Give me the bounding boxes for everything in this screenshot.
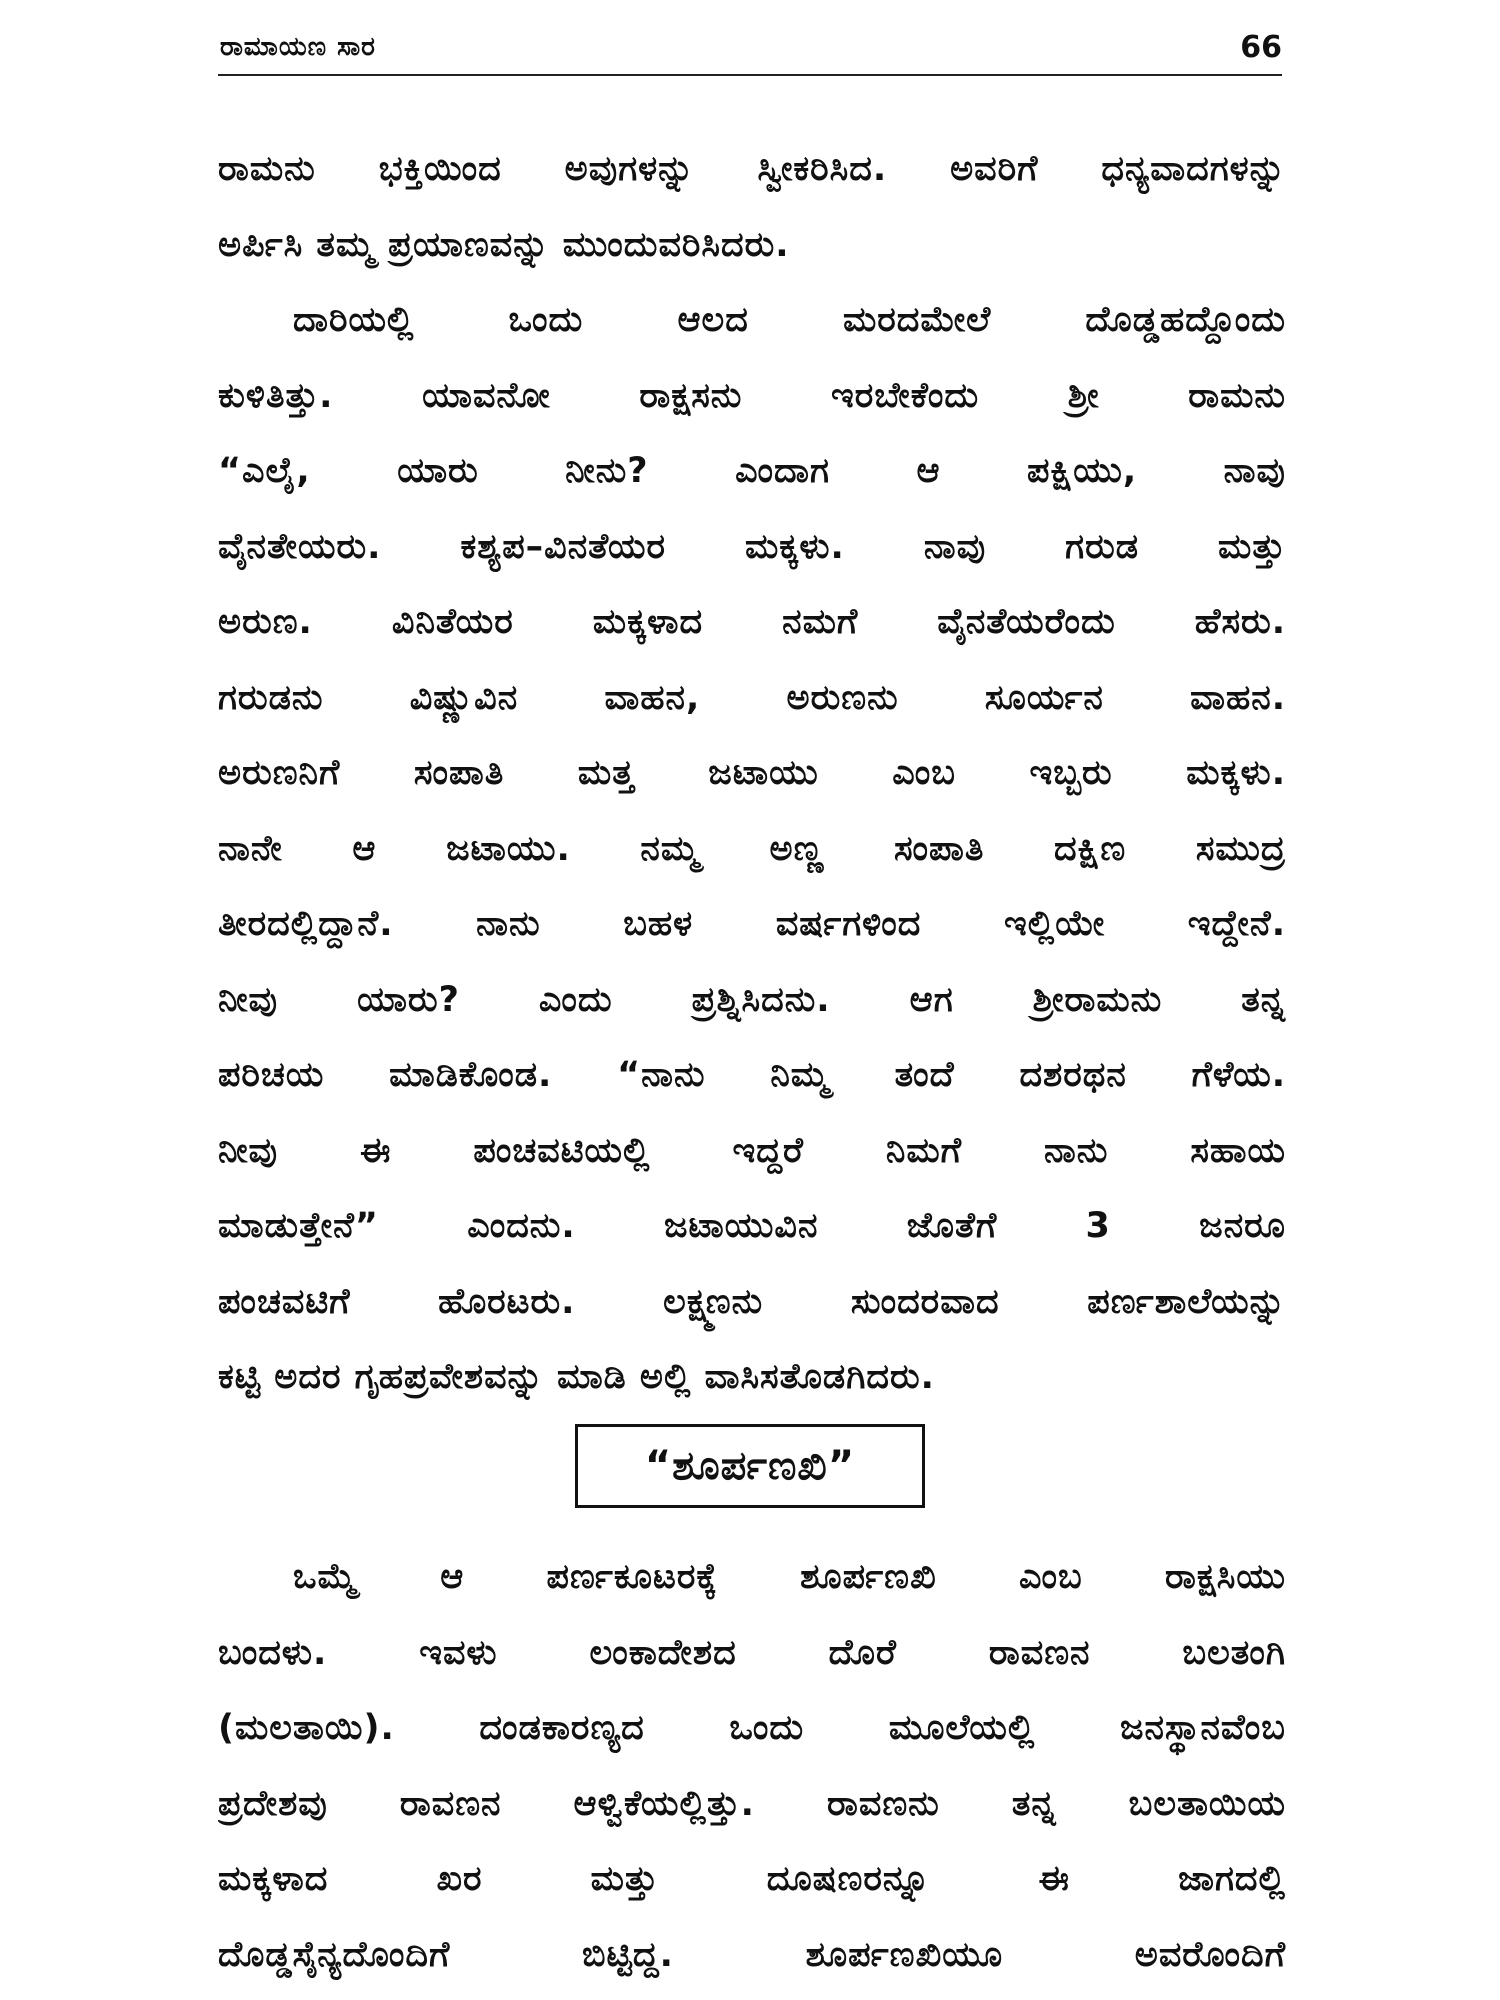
running-header — [218, 30, 1282, 76]
text-line: ಕುಳಿತಿತ್ತು. ಯಾವನೋ ರಾಕ್ಷಸನು ಇರಬೇಕೆಂದು ಶ್ರೀ ರಾಮನು — [218, 375, 1286, 416]
text-line: ಅರುಣ. ವಿನಿತೆಯರ ಮಕ್ಕಳಾದ ನಮಗೆ ವೈನತೆಯರೆಂದು ಹೆಸರು. — [218, 602, 1286, 642]
paragraph-jatayu — [218, 283, 1286, 1416]
running-title: ರಾಮಾಯಣ ಸಾರ — [220, 32, 376, 62]
text-line: ರಾಮನು ಭಕ್ತಿಯಿಂದ ಅವುಗಳನ್ನು ಸ್ವೀಕರಿಸಿದ. ಅವರಿಗೆ ಧನ್ಯವಾದಗಳನ್ನು — [218, 149, 1286, 189]
text-line: ಅರುಣನಿಗೆ ಸಂಪಾತಿ ಮತ್ತ ಜಟಾಯು ಎಂಬ ಇಬ್ಬರು ಮಕ್ಕಳು. — [218, 753, 1286, 793]
paragraph-shurpanakha — [218, 1540, 1286, 1993]
text-line: ಮಾಡುತ್ತೇನೆ” ಎಂದನು. ಜಟಾಯುವಿನ ಜೊತೆಗೆ 3 ಜನರೂ — [218, 1206, 1286, 1246]
section-title: “ಶೂರ್ಪಣಖಿ” — [644, 1443, 856, 1489]
text-line: ಮಕ್ಕಳಾದ ಖರ ಮತ್ತು ದೂಷಣರನ್ನೂ ಈ ಜಾಗದಲ್ಲಿ — [218, 1859, 1286, 1899]
text-line: ಗರುಡನು ವಿಷ್ಣುವಿನ ವಾಹನ, ಅರುಣನು ಸೂರ್ಯನ ವಾಹನ. — [218, 677, 1286, 718]
text-line: (ಮಲತಾಯಿ). ದಂಡಕಾರಣ್ಯದ ಒಂದು ಮೂಲೆಯಲ್ಲಿ ಜನಸ್ಥಾನವೆಂಬ — [218, 1708, 1286, 1748]
section-heading-box — [575, 1424, 925, 1508]
text-line: ಅರ್ಪಿಸಿ ತಮ್ಮ ಪ್ರಯಾಣವನ್ನು ಮುಂದುವರಿಸಿದರು. — [218, 224, 790, 265]
text-line: ನಾನೇ ಆ ಜಟಾಯು. ನಮ್ಮ ಅಣ್ಣ ಸಂಪಾತಿ ದಕ್ಷಿಣ ಸಮುದ್ರ — [218, 828, 1286, 869]
text-line: ಪಂಚವಟಿಗೆ ಹೊರಟರು. ಲಕ್ಷ್ಮಣನು ಸುಂದರವಾದ ಪರ್ಣಶಾಲೆಯನ್ನು — [218, 1281, 1286, 1322]
page-number: 66 — [1240, 30, 1282, 65]
text-line: ಪರಿಚಯ ಮಾಡಿಕೊಂಡ. “ನಾನು ನಿಮ್ಮ ತಂದೆ ದಶರಥನ ಗೆಳೆಯ. — [218, 1055, 1286, 1095]
text-line: ನೀವು ಈ ಪಂಚವಟಿಯಲ್ಲಿ ಇದ್ದರೆ ನಿಮಗೆ ನಾನು ಸಹಾಯ — [218, 1130, 1286, 1171]
paragraph-continuation — [218, 132, 1286, 283]
text-line: ಬಂದಳು. ಇವಳು ಲಂಕಾದೇಶದ ದೊರೆ ರಾವಣನ ಬಲತಂಗಿ — [218, 1632, 1286, 1673]
text-line: ದೊಡ್ಡಸೈನ್ಯದೊಂದಿಗೆ ಬಿಟ್ಟಿದ್ದ. ಶೂರ್ಪಣಖಿಯೂ ಅವರೊಂದಿಗೆ — [218, 1934, 1286, 1975]
text-line: ಪ್ರದೇಶವು ರಾವಣನ ಆಳ್ವಿಕೆಯಲ್ಲಿತ್ತು. ರಾವಣನು ತನ್ನ ಬಲತಾಯಿಯ — [218, 1783, 1286, 1824]
text-line: ವೈನತೇಯರು. ಕಶ್ಯಪ–ವಿನತೆಯರ ಮಕ್ಕಳು. ನಾವು ಗರುಡ ಮತ್ತು — [218, 526, 1286, 567]
text-line: ತೀರದಲ್ಲಿದ್ದಾನೆ. ನಾನು ಬಹಳ ವರ್ಷಗಳಿಂದ ಇಲ್ಲಿಯೇ ಇದ್ದೇನೆ. — [218, 904, 1286, 944]
text-line: ಒಮ್ಮೆ ಆ ಪರ್ಣಕೂಟರಕ್ಕೆ ಶೂರ್ಪಣಖಿ ಎಂಬ ರಾಕ್ಷಸಿಯು — [293, 1557, 1286, 1597]
text-line: “ಎಲೈ, ಯಾರು ನೀನು? ಎಂದಾಗ ಆ ಪಕ್ಷಿಯು, ನಾವು — [218, 451, 1286, 491]
text-line: ದಾರಿಯಲ್ಲಿ ಒಂದು ಆಲದ ಮರದಮೇಲೆ ದೊಡ್ಡಹದ್ದೊಂದು — [293, 300, 1286, 340]
text-line: ನೀವು ಯಾರು? ಎಂದು ಪ್ರಶ್ನಿಸಿದನು. ಆಗ ಶ್ರೀರಾಮನು ತನ್ನ — [218, 979, 1286, 1020]
text-line: ಕಟ್ಟಿ ಅದರ ಗೃಹಪ್ರವೇಶವನ್ನು ಮಾಡಿ ಅಲ್ಲಿ ವಾಸಿಸತೊಡಗಿದರು. — [218, 1357, 935, 1397]
